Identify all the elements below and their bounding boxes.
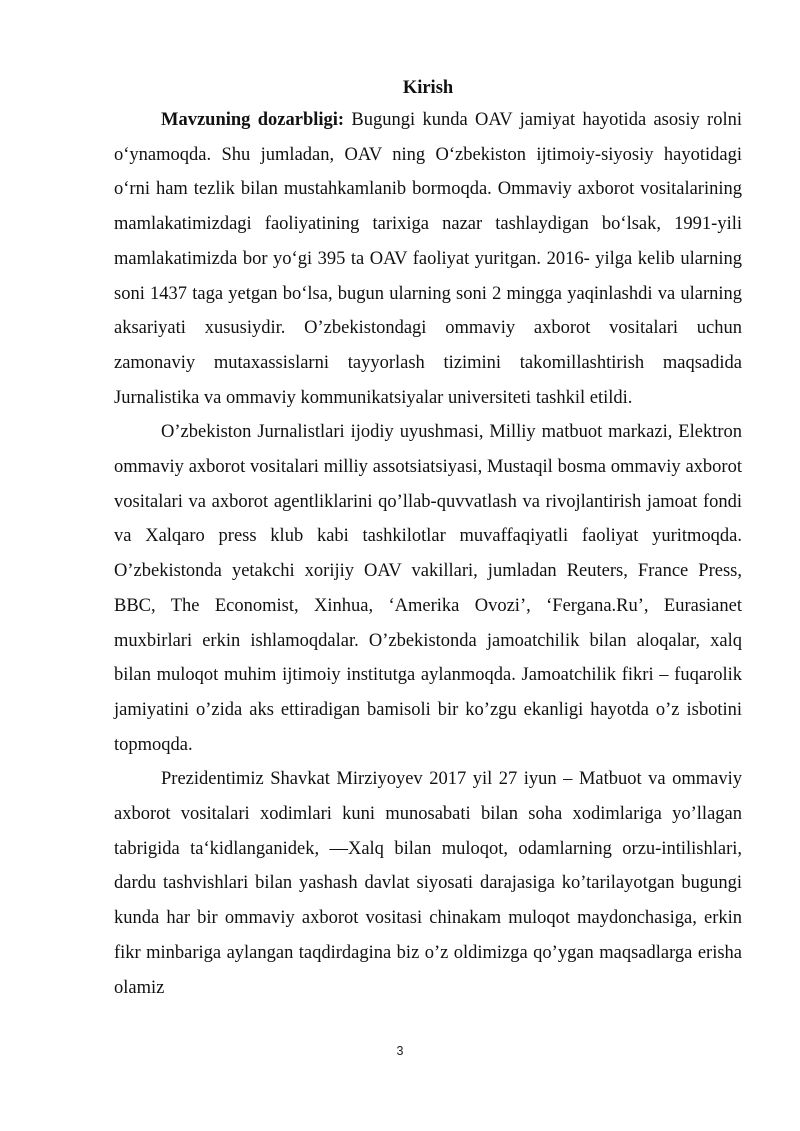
- paragraph-lead: Mavzuning dozarbligi:: [161, 110, 345, 130]
- page-number: 3: [396, 1044, 404, 1058]
- page-title: Kirish: [402, 78, 454, 98]
- paragraph-text: Bugungi kunda OAV jamiyat hayotida asosiy rolni o‘ynamoqda. Shu jumladan, OAV ning O‘zbekiston ijtimoiy-siyosiy hayotidagi o‘rni ham tezlik bilan mustahkamlanib bormoqda. Ommaviy axborot vositalarining mamlakatimizdagi faoliyatining tarixiga nazar tashlaydigan bo‘lsak, 1991-yili mamlakatimizda bor yo‘gi 395 ta OAV faoliyat yuritgan. 2016- yilga kelib ularning soni 1437 taga yetgan bo‘lsa, bugun ularning soni 2 mingga yaqinlashdi va ularning aksariyati xususiydir. O’zbekistondagi ommaviy axborot vositalari uchun zamonaviy mutaxassislarni tayyorlash tizimini takomillashtirish maqsadida Jurnalistika va ommaviy kommunikatsiyalar universiteti tashkil etildi.: [114, 110, 742, 408]
- paragraph-relevance: [114, 103, 742, 415]
- paragraph-organizations: O’zbekiston Jurnalistlari ijodiy uyushmasi, Milliy matbuot markazi, Elektron ommaviy axborot vositalari milliy assotsiatsiyasi, Mustaqil bosma ommaviy axborot vositalari va axborot agentliklarini qo’llab-quvvatlash va rivojlantirish jamoat fondi va Xalqaro press klub kabi tashkilotlar muvaffaqiyatli faoliyat yuritmoqda. O’zbekistonda yetakchi xorijiy OAV vakillari, jumladan Reuters, France Press, BBC, The Economist, Xinhua, ‘Amerika Ovozi’, ‘Fergana.Ru’, Eurasianet muxbirlari erkin ishlamoqdalar. O’zbekistonda jamoatchilik bilan aloqalar, xalq bilan muloqot muhim ijtimoiy institutga aylanmoqda. Jamoatchilik fikri – fuqarolik jamiyatini o’zida aks ettiradigan bamisoli bir ko’zgu ekanligi hayotda o’z isbotini topmoqda.: [114, 422, 742, 755]
- paragraph-president-quote: Prezidentimiz Shavkat Mirziyoyev 2017 yil 27 iyun – Matbuot va ommaviy axborot vositalari xodimlari kuni munosabati bilan soha xodimlariga yo’llagan tabrigida ta‘kidlanganidek, ―Xalq bilan muloqot, odamlarning orzu-intilishlari, dardu tashvishlari bilan yashash davlat siyosati darajasiga ko’tarilayotgan bugungi kunda har bir ommaviy axborot vositasi chinakam muloqot maydonchasiga, erkin fikr minbariga aylangan taqdirdagina biz o’z oldimizga qo’ygan maqsadlarga erisha olamiz: [114, 769, 742, 998]
- page-content: [114, 76, 742, 1005]
